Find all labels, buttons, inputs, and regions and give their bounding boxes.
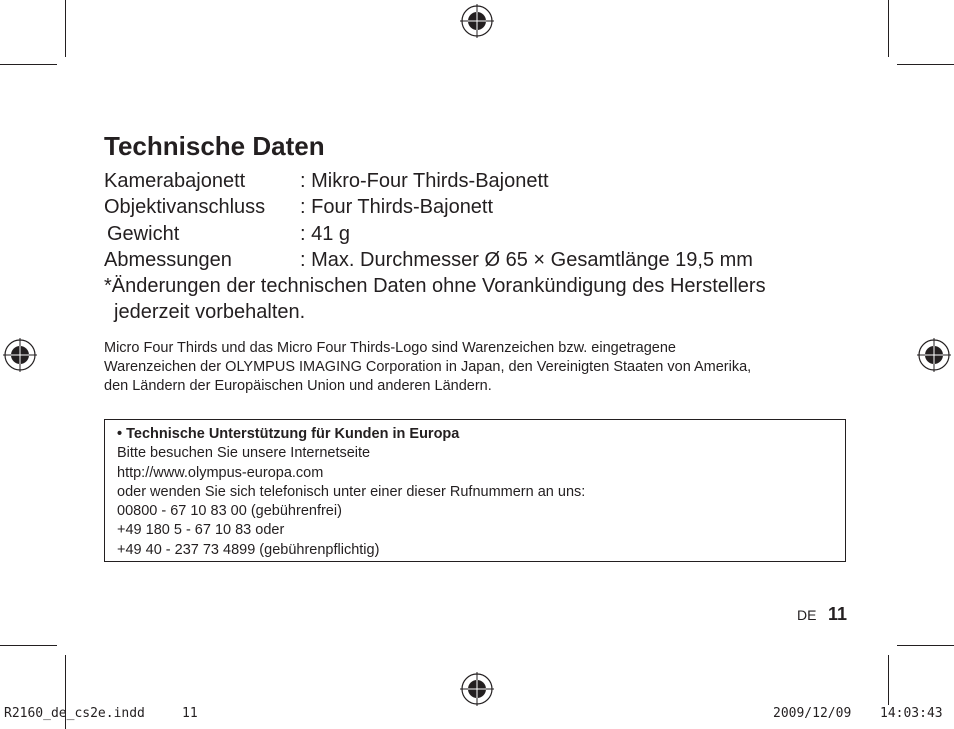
slug-date: 2009/12/09 bbox=[773, 706, 852, 721]
support-phone-free: 00800 - 67 10 83 00 (gebührenfrei) bbox=[117, 503, 342, 520]
specification-change-note bbox=[104, 273, 864, 325]
page-number: 11 bbox=[828, 604, 848, 624]
crop-mark-bottom-right-vertical bbox=[888, 655, 889, 705]
crop-mark-top-left-horizontal bbox=[0, 64, 57, 65]
registration-mark-right-icon bbox=[917, 338, 951, 372]
support-info-box bbox=[104, 419, 846, 562]
trademark-notice bbox=[104, 339, 864, 396]
spec-value-dimensions: : Max. Durchmesser Ø 65 × Gesamtlänge 19,5 mm bbox=[300, 249, 753, 271]
crop-mark-bottom-left-horizontal bbox=[0, 645, 57, 646]
spec-value-weight: : 41 g bbox=[300, 223, 351, 245]
support-heading: • Technische Unterstützung für Kunden in Europa bbox=[117, 426, 460, 442]
support-phone-paid: +49 40 - 237 73 4899 (gebührenpflichtig) bbox=[117, 541, 380, 558]
spec-label-weight: Gewicht bbox=[107, 223, 180, 245]
support-line-visit: Bitte besuchen Sie unsere Internetseite bbox=[117, 445, 371, 462]
registration-mark-bottom-icon bbox=[460, 672, 494, 706]
support-website-link[interactable]: http://www.olympus-europa.com bbox=[117, 464, 324, 481]
trademark-line-2: Warenzeichen der OLYMPUS IMAGING Corporation in Japan, den Vereinigten Staaten von Amerika, bbox=[104, 359, 752, 375]
spec-label-lens-mount: Objektivanschluss bbox=[104, 196, 266, 218]
registration-mark-left-icon bbox=[3, 338, 37, 372]
note-line-2: jederzeit vorbehalten. bbox=[114, 301, 306, 323]
support-line-phone-intro: oder wenden Sie sich telefonisch unter einer dieser Rufnummern an uns: bbox=[117, 483, 586, 500]
page-language: DE bbox=[797, 607, 817, 623]
trademark-line-3: den Ländern der Europäischen Union und anderen Ländern. bbox=[104, 378, 492, 394]
crop-mark-top-right-horizontal bbox=[897, 64, 954, 65]
slug-filename: R2160_de_cs2e.indd bbox=[4, 706, 145, 721]
page-title: Technische Daten bbox=[104, 131, 325, 161]
slug-time: 14:03:43 bbox=[880, 706, 943, 721]
spec-label-dimensions: Abmessungen bbox=[104, 249, 232, 271]
support-phone-2: +49 180 5 - 67 10 83 oder bbox=[117, 522, 285, 539]
spec-value-camera-mount: : Mikro-Four Thirds-Bajonett bbox=[300, 170, 549, 192]
crop-mark-top-left-vertical bbox=[65, 0, 66, 57]
crop-mark-top-right-vertical bbox=[888, 0, 889, 57]
spec-value-lens-mount: : Four Thirds-Bajonett bbox=[300, 196, 494, 218]
spec-label-camera-mount: Kamerabajonett bbox=[104, 170, 246, 192]
crop-mark-bottom-right-horizontal bbox=[897, 645, 954, 646]
slug-page: 11 bbox=[182, 706, 198, 721]
registration-mark-top-icon bbox=[460, 4, 494, 38]
trademark-line-1: Micro Four Thirds und das Micro Four Thirds-Logo sind Warenzeichen bzw. eingetragene bbox=[104, 340, 676, 356]
note-line-1: *Änderungen der technischen Daten ohne Vorankündigung des Herstellers bbox=[104, 275, 766, 297]
